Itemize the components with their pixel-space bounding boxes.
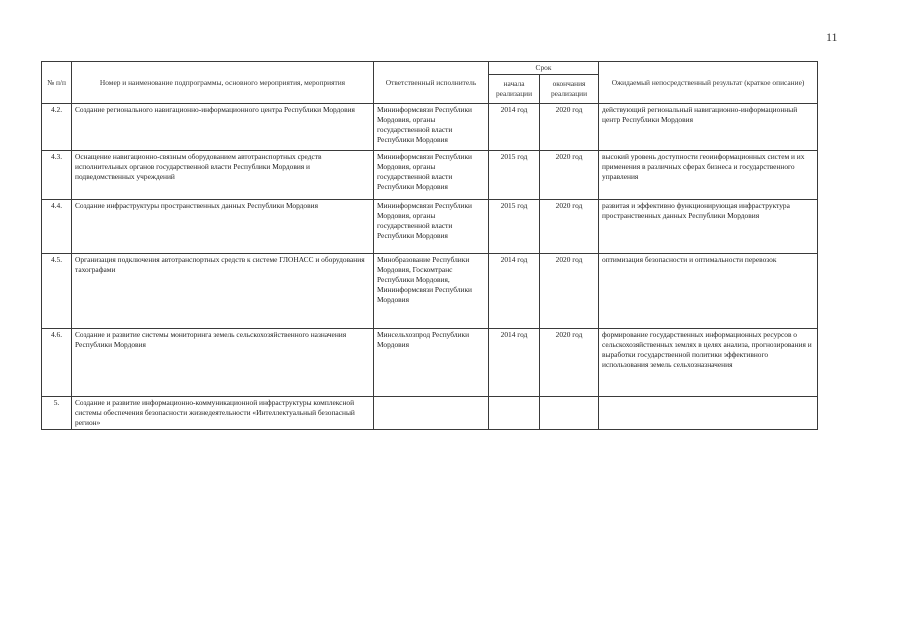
row-responsible: Минсельхозпрод Республики Мордовия — [374, 328, 489, 396]
table-header-row — [42, 62, 818, 75]
header-start: начала реализации — [489, 74, 540, 103]
row-end: 2020 год — [540, 328, 599, 396]
row-result: формирование государственных информационных ресурсов о сельскохозяйственных землях в целях анализа, прогнозирования и выработки государственной политики эффективного использования земель сельхозназначения — [599, 328, 818, 396]
row-number: 4.4. — [42, 199, 72, 253]
row-name: Организация подключения автотранспортных средств к системе ГЛОНАСС и оборудования тахографами — [72, 253, 374, 328]
page-number: 11 — [826, 30, 838, 44]
row-result: действующий региональный навигационно-информационный центр Республики Мордовия — [599, 103, 818, 150]
row-start: 2015 год — [489, 199, 540, 253]
row-number: 5. — [42, 396, 72, 429]
row-number: 4.2. — [42, 103, 72, 150]
header-term: Срок — [489, 62, 599, 75]
table-row — [42, 253, 818, 328]
row-number: 4.3. — [42, 150, 72, 199]
header-number: № п/п — [42, 62, 72, 104]
row-number: 4.6. — [42, 328, 72, 396]
program-activities-table — [41, 61, 818, 430]
table-row — [42, 199, 818, 253]
header-end: окончания реализации — [540, 74, 599, 103]
row-result: высокий уровень доступности геоинформационных систем и их применения в различных сферах бизнеса и государственного управления — [599, 150, 818, 199]
row-responsible: Мининформсвязи Республики Мордовия, органы государственной власти Республики Мордовия — [374, 103, 489, 150]
row-end: 2020 год — [540, 199, 599, 253]
row-end: 2020 год — [540, 103, 599, 150]
row-name: Создание и развитие информационно-коммуникационной инфраструктуры комплексной системы обеспечения безопасности жизнедеятельности «Интеллектуальный безопасный регион» — [72, 396, 374, 429]
row-name: Создание регионального навигационно-информационного центра Республики Мордовия — [72, 103, 374, 150]
row-name: Создание и развитие системы мониторинга земель сельскохозяйственного назначения Республики Мордовия — [72, 328, 374, 396]
table-row — [42, 103, 818, 150]
row-start: 2014 год — [489, 253, 540, 328]
row-end: 2020 год — [540, 150, 599, 199]
row-end — [540, 396, 599, 429]
row-start — [489, 396, 540, 429]
row-end: 2020 год — [540, 253, 599, 328]
row-name: Создание инфраструктуры пространственных данных Республики Мордовия — [72, 199, 374, 253]
table-row — [42, 396, 818, 429]
table-row — [42, 328, 818, 396]
table-row — [42, 150, 818, 199]
header-name: Номер и наименование подпрограммы, основного мероприятия, мероприятия — [72, 62, 374, 104]
header-result: Ожидаемый непосредственный результат (краткое описание) — [599, 62, 818, 104]
row-number: 4.5. — [42, 253, 72, 328]
row-start: 2015 год — [489, 150, 540, 199]
row-responsible — [374, 396, 489, 429]
row-responsible: Минобразование Республики Мордовия, Госкомтранс Республики Мордовия, Мининформсвязи Республики Мордовия — [374, 253, 489, 328]
row-responsible: Мининформсвязи Республики Мордовия, органы государственной власти Республики Мордовия — [374, 150, 489, 199]
row-start: 2014 год — [489, 103, 540, 150]
row-responsible: Мининформсвязи Республики Мордовия, органы государственной власти Республики Мордовия — [374, 199, 489, 253]
row-result: развитая и эффективно функционирующая инфраструктура пространственных данных Республики Мордовия — [599, 199, 818, 253]
row-start: 2014 год — [489, 328, 540, 396]
header-responsible: Ответственный исполнитель — [374, 62, 489, 104]
row-result — [599, 396, 818, 429]
row-result: оптимизация безопасности и оптимальности перевозок — [599, 253, 818, 328]
row-name: Оснащение навигационно-связным оборудованием автотранспортных средств исполнительных органов государственной власти Республики Мордовия и подведомственных учреждений — [72, 150, 374, 199]
